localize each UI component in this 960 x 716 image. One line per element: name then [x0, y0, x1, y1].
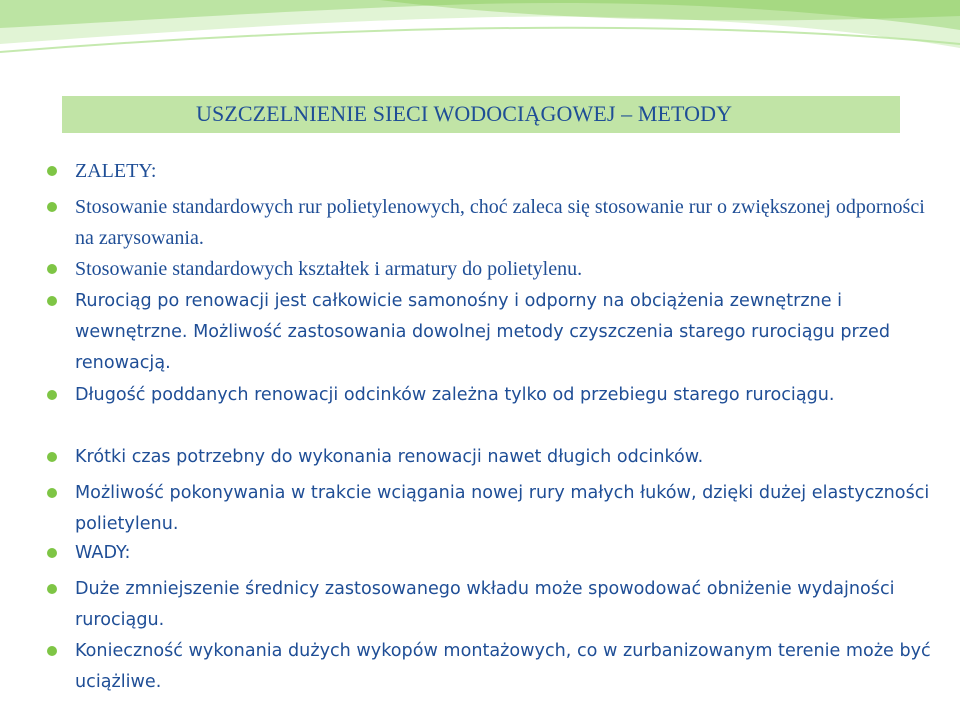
list-item-wady-heading: WADY: — [75, 543, 131, 563]
list-item: Stosowanie standardowych kształtek i armatury do polietylenu. — [75, 258, 583, 280]
list-item: Długość poddanych renowacji odcinków zależna tylko od przebiegu starego rurociągu. — [75, 385, 835, 405]
list-item: Możliwość pokonywania w trakcie wciągania nowej rury małych łuków, dzięki dużej elastyczności polietylenu. — [75, 483, 930, 534]
bullet-icon — [47, 166, 57, 176]
list-item: Duże zmniejszenie średnicy zastosowanego wkładu może spowodować obniżenie wydajności rurociągu. — [75, 579, 895, 630]
list-item: Krótki czas potrzebny do wykonania renowacji nawet długich odcinków. — [75, 447, 704, 467]
list-item-zalety-heading: ZALETY: — [75, 160, 157, 182]
list-item: Rurociąg po renowacji jest całkowicie samonośny i odporny na obciążenia zewnętrzne i wewnętrzne. Możliwość zastosowania dowolnej metody czyszczenia starego rurociągu przed renowacją. — [75, 291, 891, 373]
bullet-icon — [47, 202, 57, 212]
slide-title: USZCZELNIENIE SIECI WODOCIĄGOWEJ – METODY — [196, 101, 733, 126]
bullet-icon — [47, 646, 57, 656]
bullet-icon — [47, 548, 57, 558]
bullet-icon — [47, 264, 57, 274]
list-item: Stosowanie standardowych rur polietylenowych, choć zaleca się stosowanie rur o zwiększonej odporności na zarysowania. — [75, 196, 925, 249]
list-item: Konieczność wykonania dużych wykopów montażowych, co w zurbanizowanym terenie może być uciążliwe. — [75, 641, 931, 692]
bullet-icon — [47, 296, 57, 306]
bullet-icon — [47, 452, 57, 462]
bullet-icon — [47, 390, 57, 400]
bullet-icon — [47, 584, 57, 594]
bullet-icon — [47, 488, 57, 498]
